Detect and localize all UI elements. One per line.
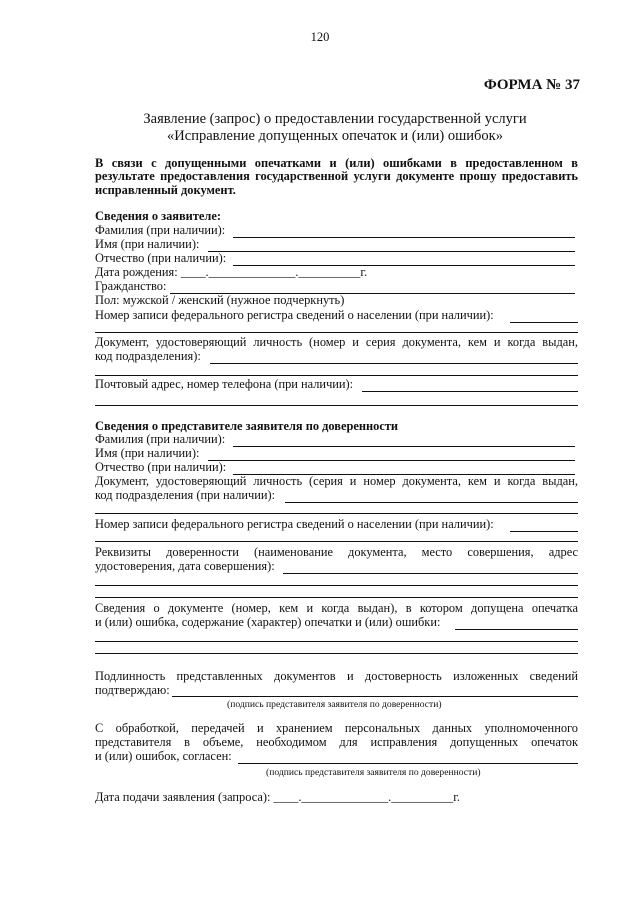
applicant-patronymic-label: Отчество (при наличии):	[95, 251, 227, 265]
title-line-2: «Исправление допущенных опечаток и (или) ошибок»	[167, 128, 503, 144]
applicant-address-field-2[interactable]	[95, 405, 578, 406]
applicant-name-field[interactable]	[208, 251, 575, 252]
applicant-address-field[interactable]	[362, 391, 578, 392]
form-number: ФОРМА № 37	[483, 77, 580, 93]
applicant-name-label: Имя (при наличии):	[95, 237, 200, 251]
representative-power-of-attorney-label-2: удостоверения, дата совершения):	[95, 559, 275, 573]
document-info-field-2[interactable]	[95, 641, 578, 642]
document-info-field-3[interactable]	[95, 653, 578, 654]
applicant-birth-date[interactable]: Дата рождения: ____.______________.__________г.	[95, 265, 368, 279]
representative-registry-field[interactable]	[510, 531, 578, 532]
applicant-heading: Сведения о заявителе:	[95, 209, 221, 223]
applicant-identity-doc-field[interactable]	[210, 363, 578, 364]
representative-name-label: Имя (при наличии):	[95, 446, 200, 460]
document-info-label: Сведения о документе (номер, кем и когда выдан), в котором допущена опечатка	[95, 601, 578, 615]
applicant-identity-doc-label-2: код подразделения):	[95, 349, 201, 363]
representative-identity-doc-label: Документ, удостоверяющий личность (серия и номер документа, кем и когда выдан,	[95, 474, 578, 488]
representative-identity-doc-label-2: код подразделения (при наличии):	[95, 488, 276, 502]
authenticity-caption: (подпись представителя заявителя по доверенности)	[227, 699, 442, 710]
authenticity-signature-field[interactable]	[172, 696, 578, 697]
representative-power-of-attorney-field-2[interactable]	[95, 585, 578, 586]
consent-label-2: представителя в объеме, необходимом для исправления допущенных опечаток	[95, 735, 578, 749]
authenticity-label: Подлинность представленных документов и достоверность изложенных сведений	[95, 669, 578, 683]
consent-label: С обработкой, передачей и хранением персональных данных уполномоченного	[95, 721, 578, 735]
representative-power-of-attorney-label: Реквизиты доверенности (наименование документа, место совершения, адрес	[95, 545, 578, 559]
document-info-field[interactable]	[455, 629, 578, 630]
submission-date[interactable]: Дата подачи заявления (запроса): ____.______________.__________г.	[95, 790, 461, 804]
representative-name-field[interactable]	[208, 460, 575, 461]
consent-signature-field[interactable]	[238, 763, 578, 764]
representative-heading: Сведения о представителе заявителя по доверенности	[95, 419, 399, 433]
applicant-surname-field[interactable]	[233, 237, 575, 238]
applicant-citizenship-label: Гражданство:	[95, 279, 167, 293]
representative-registry-field-2[interactable]	[95, 541, 578, 542]
applicant-identity-doc-field-2[interactable]	[95, 375, 578, 376]
applicant-registry-field[interactable]	[510, 322, 578, 323]
representative-identity-doc-field-2[interactable]	[95, 513, 578, 514]
consent-caption: (подпись представителя заявителя по доверенности)	[266, 767, 481, 778]
representative-patronymic-label: Отчество (при наличии):	[95, 460, 227, 474]
intro-paragraph: В связи с допущенными опечатками и (или) ошибками в предоставленном в результате предоставления государственной услуги документе прошу предоставить исправленный документ.	[95, 156, 578, 197]
applicant-surname-label: Фамилия (при наличии):	[95, 223, 226, 237]
representative-surname-field[interactable]	[233, 446, 575, 447]
authenticity-label-2: подтверждаю:	[95, 683, 170, 697]
representative-power-of-attorney-field-3[interactable]	[95, 597, 578, 598]
representative-surname-label: Фамилия (при наличии):	[95, 432, 226, 446]
form-title	[90, 111, 580, 145]
representative-registry-label: Номер записи федерального регистра сведений о населении (при наличии):	[95, 517, 494, 531]
representative-power-of-attorney-field[interactable]	[283, 573, 578, 574]
page-number: 120	[310, 30, 330, 44]
document-info-label-2: и (или) ошибка, содержание (характер) опечатки и (или) ошибки:	[95, 615, 441, 629]
applicant-registry-field-2[interactable]	[95, 332, 578, 333]
applicant-identity-doc-label: Документ, удостоверяющий личность (номер и серия документа, кем и когда выдан,	[95, 335, 578, 349]
applicant-registry-label: Номер записи федерального регистра сведений о населении (при наличии):	[95, 308, 494, 322]
title-line-1: Заявление (запрос) о предоставлении государственной услуги	[143, 111, 527, 127]
consent-label-3: и (или) ошибок, согласен:	[95, 749, 232, 763]
representative-identity-doc-field[interactable]	[285, 502, 578, 503]
applicant-address-label: Почтовый адрес, номер телефона (при наличии):	[95, 377, 354, 391]
applicant-sex: Пол: мужской / женский (нужное подчеркнуть)	[95, 293, 345, 307]
